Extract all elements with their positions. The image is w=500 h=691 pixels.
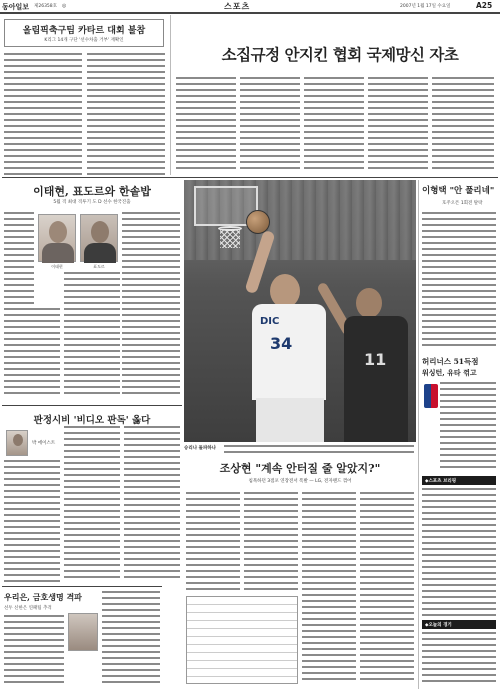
lee-hyeongtaek-subhead: 호주오픈 1회전 탈락 xyxy=(442,201,483,206)
olympic-headline-box xyxy=(4,19,164,47)
wrestling-photo xyxy=(68,613,98,651)
jo-article xyxy=(184,456,416,689)
columnist-head xyxy=(13,434,23,446)
lee-photo xyxy=(38,214,76,262)
main-body-col2 xyxy=(240,77,300,173)
wrestling-body-col1 xyxy=(4,615,64,687)
lee-photo-caption: 이태현 xyxy=(51,264,63,269)
judge-article xyxy=(2,408,182,584)
hardin-headline: 허리너스 51득점 xyxy=(422,357,479,366)
jo-body-col4 xyxy=(360,492,414,682)
photo-caption-row xyxy=(184,443,416,455)
hardin-body xyxy=(440,382,496,472)
section-rule-3 xyxy=(2,586,162,587)
jo-body-col3 xyxy=(302,492,356,682)
right-sidebar-divider xyxy=(418,180,419,689)
main-body-col3 xyxy=(304,77,364,173)
net xyxy=(220,230,240,248)
edition-number: 제26358호 xyxy=(34,4,58,9)
lee-hyeongtaek-headline: 이형택 "안 풀리네" xyxy=(422,186,495,196)
lee-headline: 이태현, 표도르와 한솥밥 xyxy=(33,185,151,198)
today-games-body xyxy=(422,632,496,686)
box-score-table xyxy=(186,596,298,684)
lee-article xyxy=(2,180,182,405)
lee-shoulders xyxy=(42,243,74,263)
judge-body-col3 xyxy=(124,426,180,582)
jersey-number: 34 xyxy=(270,334,293,353)
nba-logo xyxy=(424,384,438,408)
hardin-subhead: 워싱턴, 유타 꺾고 xyxy=(422,368,477,377)
lee-body-right xyxy=(122,212,180,304)
main-article xyxy=(172,17,498,177)
shooter-shorts xyxy=(256,398,324,442)
globe-icon: ◎ xyxy=(62,3,67,9)
judge-body-col1 xyxy=(4,460,60,582)
section-title: 스포츠 xyxy=(224,2,251,11)
fedor-head xyxy=(91,221,109,243)
wrestling-headline: 우리은, 금호생명 격파 xyxy=(4,592,82,602)
lee-hyeongtaek-body xyxy=(422,212,496,348)
section-rule-1 xyxy=(2,177,498,178)
masthead-rule xyxy=(0,12,500,14)
lee-subhead: 5월 격 최대 격투기 도 D 선수 한국진출 xyxy=(53,200,131,205)
main-body-col5 xyxy=(432,77,494,173)
jersey-text: DIC xyxy=(260,316,280,327)
olympic-body-col2 xyxy=(87,53,165,175)
wrestling-article xyxy=(2,589,162,689)
olympic-headline: 올림픽축구팀 카타르 대회 불참 xyxy=(22,26,146,36)
wrestling-subhead: 선두 신한은 연패팀 추격 xyxy=(4,606,52,611)
jo-subhead: 침묵하던 3점포 연장전서 폭발 — LG, 전자랜드 꺾어 xyxy=(248,479,352,484)
lee-head xyxy=(49,221,67,243)
main-headline: 소집규정 안지킨 협회 국제망신 자초 xyxy=(221,45,459,64)
main-body-col1 xyxy=(176,77,236,173)
sports-brief-body xyxy=(422,488,496,618)
jo-headline: 조상현 "계속 안터질 줄 알았지?" xyxy=(219,462,381,475)
photo-caption-text xyxy=(224,445,414,453)
sports-brief-header xyxy=(422,476,496,485)
fedor-photo xyxy=(80,214,118,262)
defender-head xyxy=(356,288,382,318)
judge-headline: 판정시비 '비디오 판독' 옳다 xyxy=(33,415,151,426)
right-sidebar xyxy=(420,180,498,689)
olympic-article xyxy=(2,17,168,177)
lee-body-bottom-1 xyxy=(4,308,60,398)
photo-caption-label: 승리나 돌파하나 xyxy=(184,446,216,451)
main-body-col4 xyxy=(368,77,428,173)
today-games-label: ◆오늘의 경기 xyxy=(425,622,452,628)
lee-body-bottom-3 xyxy=(122,308,180,398)
sports-brief-label: ◆스포츠 브리핑 xyxy=(425,478,457,484)
jo-body-col1 xyxy=(186,492,240,592)
today-games-header xyxy=(422,620,496,629)
columnist-photo xyxy=(6,430,28,456)
defender-torso xyxy=(344,316,408,442)
olympic-subhead: K리그 14개 구단 '선수차출 거부' 재확인 xyxy=(44,38,124,43)
fedor-shoulders xyxy=(84,243,116,263)
column-divider xyxy=(170,15,171,175)
shooter-head xyxy=(270,274,300,308)
shooter-torso xyxy=(252,304,326,400)
page-number: A25 xyxy=(476,1,493,10)
jo-body-col2 xyxy=(244,492,298,592)
basketball-photo xyxy=(184,180,416,442)
lee-body-left xyxy=(4,212,34,304)
fedor-photo-caption: 표도르 xyxy=(93,264,105,269)
section-rule-2 xyxy=(2,405,182,406)
issue-date: 2007년 1월 17일 수요일 xyxy=(400,4,451,9)
olympic-body-col1 xyxy=(4,53,82,175)
paper-name: 동아일보 xyxy=(2,2,30,11)
wrestling-body-col2 xyxy=(102,591,160,687)
masthead xyxy=(0,0,500,18)
columnist-name: 박 에이스트 xyxy=(32,441,56,446)
lee-body-bottom-2 xyxy=(64,272,120,398)
defender-number: 11 xyxy=(364,350,387,369)
judge-body-col2 xyxy=(64,426,120,582)
